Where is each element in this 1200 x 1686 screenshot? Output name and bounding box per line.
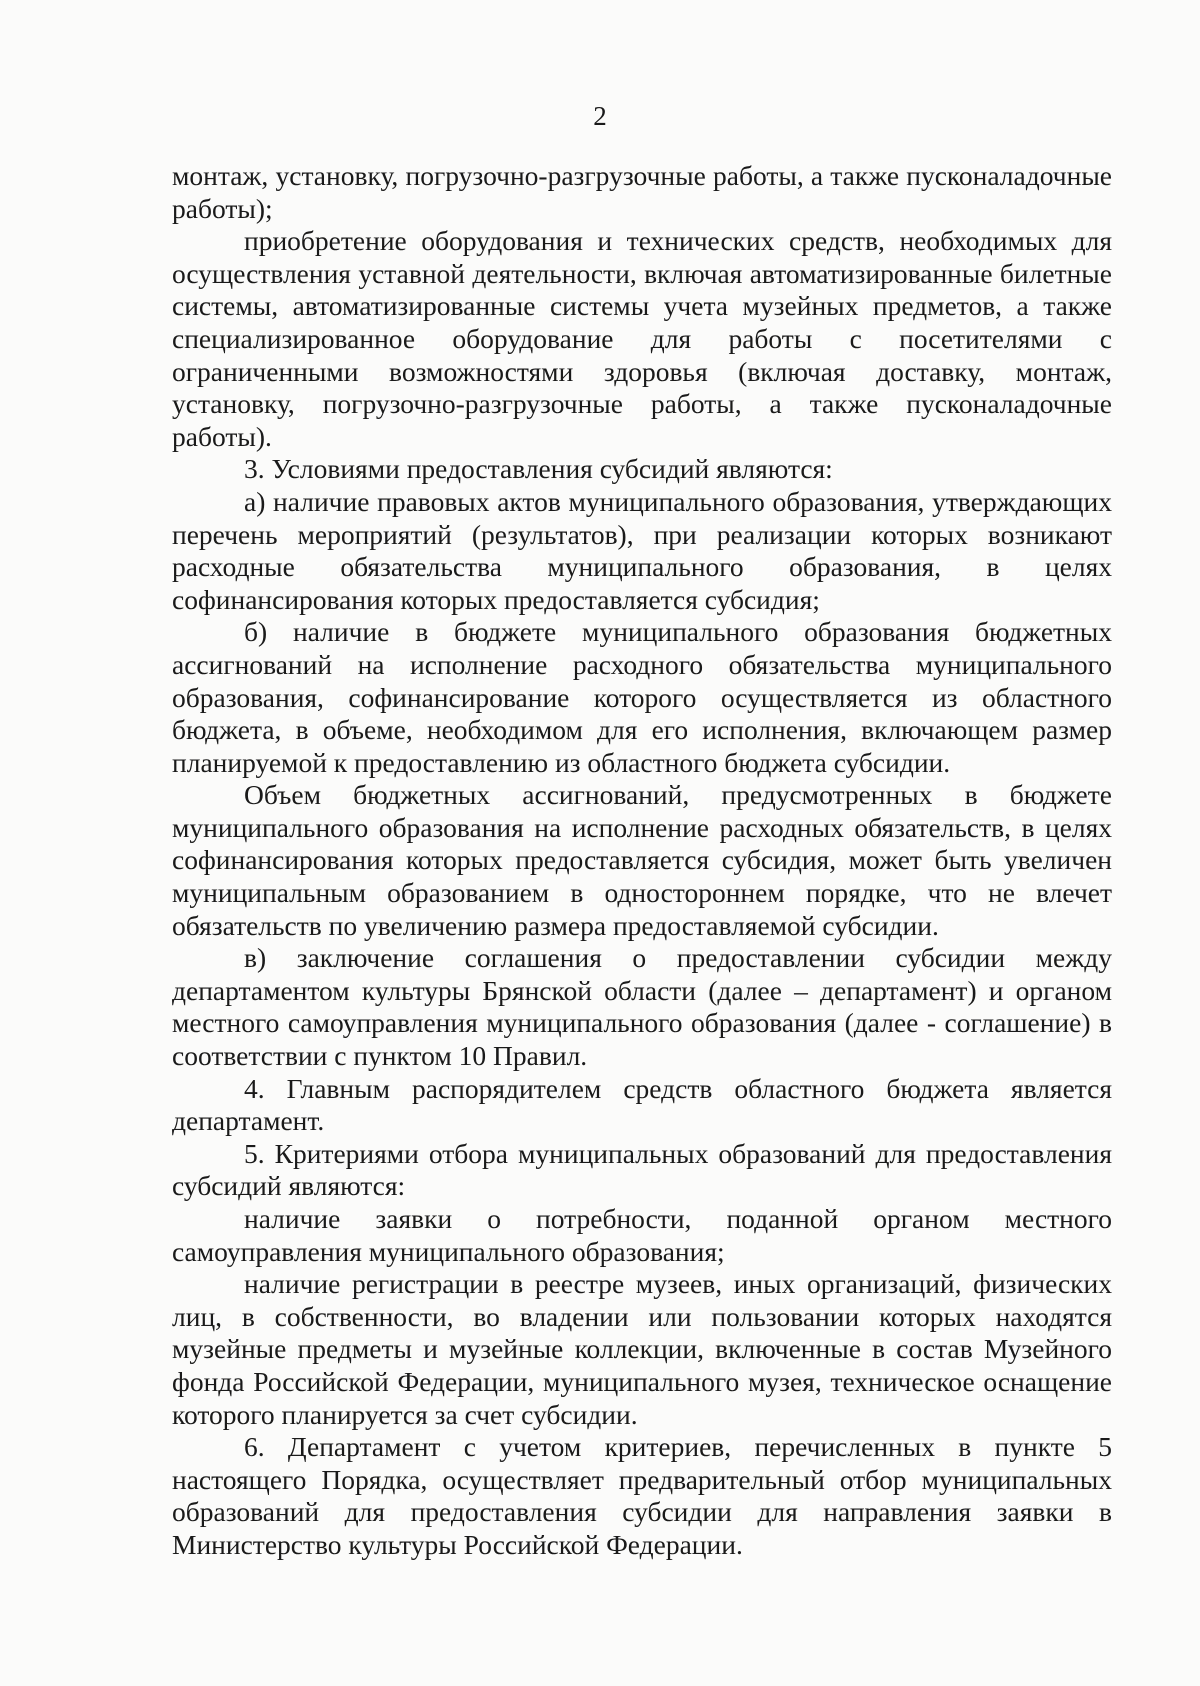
paragraph-criterion-registration: наличие регистрации в реестре музеев, иных организаций, физических лиц, в собственности, во владении или пользовании которых находятся музейные предметы и музейные коллекции, включенные в состав Музейного фонда Российской Федерации, муниципального музея, техническое оснащение которого планируется за счет субсидии. [172,1268,1112,1430]
paragraph-criterion-application: наличие заявки о потребности, поданной органом местного самоуправления муниципального образования; [172,1203,1112,1267]
paragraph-section-5: 5. Критериями отбора муниципальных образований для предоставления субсидий являются: [172,1137,1112,1202]
paragraph-section-3: 3. Условиями предоставления субсидий являются: [244,453,833,485]
paragraph-section-6: 6. Департамент с учетом критериев, перечисленных в пункте 5 настоящего Порядка, осуществляет предварительный отбор муниципальных образований для предоставления субсидии для направления заявки в Министерство культуры Российской Федерации. [172,1431,1112,1560]
paragraph-budget-volume: Объем бюджетных ассигнований, предусмотренных в бюджете муниципального образования на исполнение расходных обязательств, в целях софинансирования которых предоставляется субсидия, может быть увеличен муниципальным образованием в одностороннем порядке, что не влечет обязательств по увеличению размера предоставляемой субсидии. [172,779,1112,941]
paragraph-3a: а) наличие правовых актов муниципального образования, утверждающих перечень мероприятий (результатов), при реализации которых возникают расходные обязательства муниципального образования, в целях софинансирования которых предоставляется субсидия; [172,485,1112,615]
document-body [172,160,1112,1562]
paragraph-section-4: 4. Главным распорядителем средств областного бюджета является департамент. [172,1072,1112,1137]
page-number: 2 [593,101,607,131]
paragraph-3b: б) наличие в бюджете муниципального образования бюджетных ассигнований на исполнение расходного обязательства муниципального образования, софинансирование которого осуществляется из областного бюджета, в объеме, необходимом для его исполнения, включающем размер планируемой к предоставлению из областного бюджета субсидии. [172,616,1112,778]
paragraph-continuation: монтаж, установку, погрузочно-разгрузочные работы, а также пусконаладочные работы); [172,160,1112,224]
paragraph-3v: в) заключение соглашения о предоставлении субсидии между департаментом культуры Брянской области (далее – департамент) и органом местного самоуправления муниципального образования (далее - соглашение) в соответствии с пунктом 10 Правил. [172,942,1112,1072]
paragraph-equipment: приобретение оборудования и технических средств, необходимых для осуществления уставной деятельности, включая автоматизированные билетные системы, автоматизированные системы учета музейных предметов, а также специализированное оборудование для работы с посетителями с ограниченными возможностями здоровья (включая доставку, монтаж, установку, погрузочно-разгрузочные работы, а также пусконаладочные работы). [172,225,1112,452]
